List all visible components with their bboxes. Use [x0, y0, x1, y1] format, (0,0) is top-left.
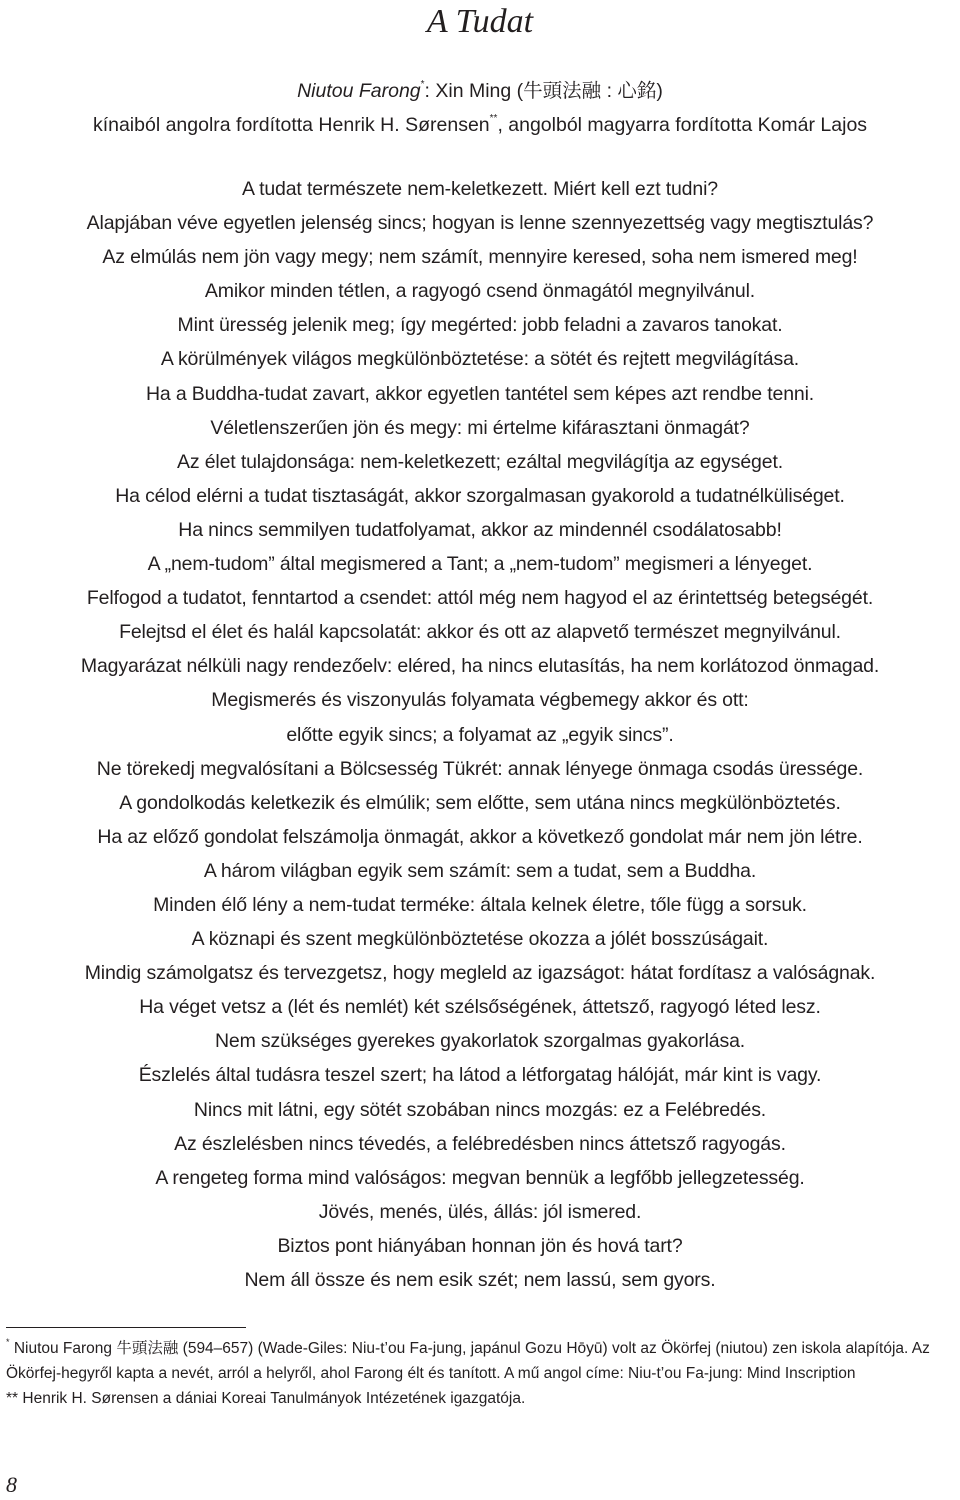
poem-line: A „nem-tudom” által megismered a Tant; a „nem-tudom” megismeri a lényeget.	[147, 553, 813, 576]
footnote-2-text: Henrik H. Sørensen a dániai Koreai Tanulmányok Intézetének igazgatója.	[18, 1390, 526, 1407]
poem-line: Nem áll össze és nem esik szét; nem lassú, sem gyors.	[244, 1269, 716, 1291]
attribution-line-2	[0, 108, 960, 142]
poem-line: Nem szükséges gyerekes gyakorlatok szorgalmas gyakorlása.	[214, 1030, 746, 1053]
poem-line: Ne törekedj megvalósítani a Bölcsesség Tükrét: annak lényege önmaga csodás üressége.	[96, 757, 864, 780]
poem-line: Felejtsd el élet és halál kapcsolatát: akkor és ott az alapvető természet megnyilvánul.	[119, 621, 841, 644]
poem-line: előtte egyik sincs; a folyamat az „egyik sincs”.	[286, 723, 674, 746]
page-title: A Tudat	[426, 3, 534, 40]
poem-line: Ha véget vetsz a (lét és nemlét) két szélsőségének, áttetsző, ragyogó léted lesz.	[139, 996, 821, 1019]
poem-line: Mint üresség jelenik meg; így megérted: jobb feladni a zavaros tanokat.	[177, 314, 783, 337]
translation-credit-end: , angolból magyarra fordította Komár Lajos	[497, 114, 868, 136]
poem-line: Minden élő lény a nem-tudat terméke: általa kelnek életre, tőle függ a sorsuk.	[153, 893, 807, 916]
footnote-2-mark: **	[6, 1390, 19, 1407]
poem-line: Jövés, menés, ülés, állás: jól ismered.	[318, 1200, 642, 1223]
poem-line: Az élet tulajdonsága: nem-keletkezett; ezáltal megvilágítja az egységet.	[177, 450, 783, 473]
poem-line: Észlelés által tudásra teszel szert; ha látod a létforgatag hálóját, már kint is vagy.	[138, 1064, 822, 1087]
poem-line: A gondolkodás keletkezik és elmúlik; sem előtte, sem utána nincs megkülönböztetés.	[119, 791, 841, 814]
poem-line: Magyarázat nélküli nagy rendezőelv: eléred, ha nincs elutasítás, ha nem korlátozod önmagad.	[80, 655, 880, 678]
footnote-2	[6, 1386, 956, 1411]
footnote-divider	[6, 1327, 246, 1328]
translation-credit-start: kínaiból angolra fordította Henrik H. Sørensen	[92, 114, 490, 136]
author-footnote-mark: *	[420, 78, 425, 90]
footnote-1-text: Niutou Farong 牛頭法融 (594–657) (Wade-Giles: Niu-t’ou Fa-jung, japánul Gozu Hōyū) volt az Ökörfej (niutou) zen iskola alapítója. Az Ökörfej-hegyről kapta a nevét, arról a helyről, ahol Farong élt és tanított. A mű angol címe: Niu-t’ou Fa-jung: Mind Inscription	[6, 1340, 930, 1382]
poem-line: Biztos pont hiányában honnan jön és hová tart?	[277, 1234, 683, 1257]
poem-line: Felfogod a tudatot, fenntartod a csendet: attól még nem hagyod el az érintettség betegségét.	[86, 587, 874, 610]
work-title: : Xin Ming (牛頭法融 : 心銘)	[424, 80, 663, 102]
translator-footnote-mark: **	[489, 112, 498, 124]
poem-line: Megismerés és viszonyulás folyamata végbemegy akkor és ott:	[211, 689, 749, 712]
attribution-block	[0, 74, 960, 142]
poem-line: A rengeteg forma mind valóságos: megvan bennük a legfőbb jellegzetesség.	[155, 1166, 805, 1189]
poem-line: Ha az előző gondolat felszámolja önmagát, akkor a következő gondolat már nem jön létre.	[97, 825, 863, 848]
poem-line: A körülmények világos megkülönböztetése: a sötét és rejtett megvilágítása.	[160, 348, 800, 371]
poem-line: Alapjában véve egyetlen jelenség sincs; hogyan is lenne szennyezettség vagy megtisztulás?	[86, 212, 874, 235]
poem-line: A köznapi és szent megkülönböztetése okozza a jólét bosszúságait.	[191, 928, 769, 951]
poem-line: Véletlenszerűen jön és megy: mi értelme kifárasztani önmagát?	[210, 416, 750, 439]
footnotes	[6, 1336, 956, 1411]
footnote-1	[6, 1336, 956, 1386]
poem-body	[0, 172, 960, 1297]
poem-line: Amikor minden tétlen, a ragyogó csend önmagától megnyilvánul.	[204, 280, 756, 303]
attribution-line-1	[0, 74, 960, 108]
poem-line: Ha nincs semmilyen tudatfolyamat, akkor az mindennél csodálatosabb!	[178, 518, 782, 541]
poem-line: Ha a Buddha-tudat zavart, akkor egyetlen tantétel sem képes azt rendbe tenni.	[145, 382, 815, 405]
poem-line: Az észlelésben nincs tévedés, a felébredésben nincs áttetsző ragyogás.	[174, 1132, 786, 1155]
author-name: Niutou Farong	[297, 80, 421, 102]
page-number: 8	[6, 1472, 17, 1497]
poem-line: A tudat természete nem-keletkezett. Miért kell ezt tudni?	[242, 178, 718, 200]
poem-line: A három világban egyik sem számít: sem a tudat, sem a Buddha.	[203, 859, 757, 882]
poem-line: Nincs mit látni, egy sötét szobában nincs mozgás: ez a Felébredés.	[193, 1098, 767, 1121]
poem-line: Ha célod elérni a tudat tisztaságát, akkor szorgalmasan gyakorold a tudatnélküliséget.	[115, 484, 845, 507]
poem-line: Az elmúlás nem jön vagy megy; nem számít, mennyire keresed, soha nem ismered meg!	[102, 246, 858, 269]
footnote-1-mark: *	[6, 1336, 10, 1347]
poem-line: Mindig számolgatsz és tervezgetsz, hogy megleld az igazságot: hátat fordítasz a valóságnak.	[84, 962, 876, 985]
